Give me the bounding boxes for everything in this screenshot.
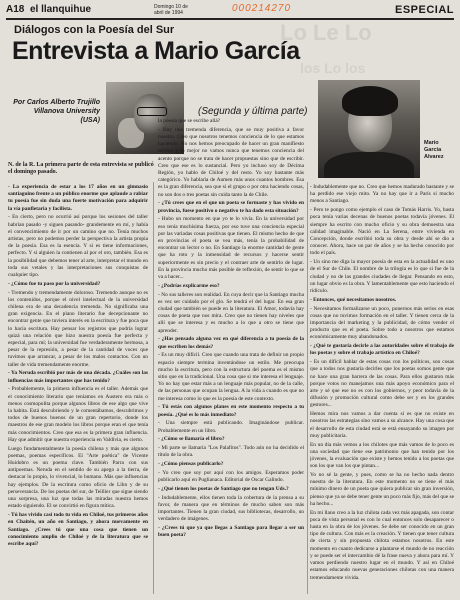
archive-stamp: 000214270 bbox=[232, 3, 292, 14]
interview-question: - Entonces, qué necesitamos nosotros. bbox=[310, 296, 397, 303]
section-title: ESPECIAL bbox=[394, 4, 454, 16]
interview-answer: Luego fundamentalmente la poesía chilena y más que algunos poemas, poemas específicos. El "Arte poética" de Vicente Huidobro es un poema clave. También Parra con sus antipoemas. Neruda en el sentido de su apego a la tierra, de destacar lo propio, lo vivencial, lo humano. Más que influencias hay ejemplos. De la escritura como oficio de Lihn y de su perseverancia. De los poetas del sur, de Teillier que sigue siendo una sorpresa, una luz que todas las miradas nuestra hemos estado siguiendo. El se convirtió en figura mítica. bbox=[8, 445, 148, 510]
interviewee-photo bbox=[318, 80, 420, 178]
editor-note: N. de la R. La primera parte de esta entrevista se publicó el domingo pasado. bbox=[8, 162, 154, 175]
issue-date-line1: Domingo 10 de bbox=[154, 4, 188, 10]
interview-answer: - Un sino me diga la mayor poesía de esta en la actualidad es uno de el Sur de Chile. El nombre de la trilogía es lo que si fue de la ciudad y no de las grandes ciudades de llegar. Pensando en esto, un lugar obvio es la obra. Y lamentablemente que esto haciendo el ridículo. bbox=[310, 259, 454, 295]
interview-answer: - Mi parte se llamaría "Los Palafitos". Todo aún no ha decidido el título de la obra. bbox=[158, 445, 304, 459]
interview-answer: - Es un muy difícil. Creo que cuando una trata de definir un propio espacio siempre termina inventándose un estilo. Me preocupa mucho la escritura, pero con la estructura del poema es el mismo sitio que en la tradicional. Una cosa que si me interesa el lenguaje. Yo no hay que estar más a un lenguaje más popular, no de la calle, de las personas que ocupan la lengua. A la vida a cuando es que no me interesa como lo que es la poesía de este contexto. bbox=[158, 352, 304, 402]
byline-line: Villanova University bbox=[33, 108, 100, 115]
interview-question: - ¿Podrías explicarme eso? bbox=[158, 282, 220, 289]
interview-question: - ¿Qué tienen los poetas de Santiago que no tengan Uds.? bbox=[158, 486, 289, 493]
interview-answer: - Hubo un momento en que yo te lo vivía. En la universidad por eso tenía muchísima fuerza, por eso tuve una conciencia especial por las variadas cosas positivas que tienen. El mismo hecho de que en provincias el poeta se vea más, tenía la probabilidad de encontrar un lector o no. En Santiago la enorme cantidad de gente que ha roto y la inmensidad de recursos y hacerse sentir superiormente es sin precio y el contraer arte de sentirlo de lugar. En la provincia mucho más posible de reflexión, de sentir lo que se va a hacer... bbox=[158, 216, 304, 281]
interview-question: - ¿Tú crees que en el que un poeta se formaste y has vivido en provincia, fuese positivo o negativo te ha dado esta situación? bbox=[158, 200, 304, 214]
byline-line: (USA) bbox=[80, 117, 100, 124]
interview-question: - ¿Cómo piensas publicarlo? bbox=[158, 461, 224, 468]
page-number: A18 bbox=[6, 4, 25, 15]
interview-answer: - Es un difícil hablar de estas cosas con los políticos, son cosas que a todos nos gustaría decirles que los poetas somos gente que no hace una gran barrera de las cosas. Para ellos gustaron más porque votos no manejamos una más apoyo económico para el arte y sé que ese no es con los gobiernos, y peor todavía de la difusión y promoción cultural como debe ser y en los grandes gestores... bbox=[310, 359, 454, 409]
interview-question: - Tú has vivido casi todo tu vida en Chiloé, tus primeros años en Chaitén, un año en Santiago, y ahora nuevamente en Santiago. ¿Crees tú que una cosa que tienen un conocimiento amplio de Chiloé y de la literatura que se escribe aquí? bbox=[8, 512, 148, 547]
byline-line: Por Carlos Alberto Trujillo bbox=[13, 99, 100, 106]
interview-answer: la poesía que se escribe allá? bbox=[158, 118, 221, 124]
watermark-text-2: los Lo los bbox=[300, 60, 366, 76]
caption-line: García bbox=[424, 147, 442, 153]
interview-question: - ¿Cómo se llamaría el libro? bbox=[158, 436, 225, 443]
interview-answer: Hemos mira nos vamos a dar cuenta si es que no existe en nosotros las estrategias sino vamos a su alcance. Hay una cosa que el desarrollo de esta ciudad está se está ensayando su imagen por muy publicitaria. bbox=[310, 411, 454, 439]
caption-line: Mario bbox=[424, 140, 439, 146]
issue-date-line2: abril de 1994 bbox=[154, 10, 183, 16]
interview-answer: - Una siempre está publicando. Imaginándose publicar. Probablemente en un libro. bbox=[158, 420, 304, 434]
interview-question: - Ya Neruda escribió por más de una década. ¿Cuáles son las influencias más importantes que has tenido? bbox=[8, 370, 148, 384]
interview-answer: - Probablemente, la primera influencia es el taller. Además que el conocimiento literario que teníamos en Austero era más o menos cosmopolita porque algunos libros de ese algo que vive la habita. Está descubriendo y le comentábamos, descubrimos y todos de buenos buenos de un gran repertorio, donde los maestros de ese gran modelo los libros porque eran el que tenía más conocimientos. Creo que esa es la primera gran influencia. Hay que admitir que nuestra experiencia en Valdivia, es cierto. bbox=[8, 386, 148, 443]
issue-date bbox=[154, 4, 188, 16]
newspaper-name: el llanquihue bbox=[30, 4, 92, 15]
interview-answer: - Indudablemente, ellos tienen toda la cobertura de la prensa a su favor, de manera que en términos de mucho saben son más importantes. Tienen la gran ciudad, sus bibliotecas, desarrollo, un verdadero de imágenes. bbox=[158, 494, 304, 523]
interview-answer: En un día más vemos a los chilotes que más vamos de lo poco es una sociedad que tiene ese patrimonio que han tenido por los jóvenes, la evaluación que existe y hemos tenido a los poetas que son los que van los que pintan... bbox=[310, 441, 454, 470]
interview-answer: - En cierto, pero no ocurrió así porque los sesiones del taller habrían pasado -y siguen pasando- grandemente en mí, y había el convencimiento de ir por un camino que no. Tenía muchos artistas, pero no podemos perder la perspectiva la artista propia de la poesía. Esa es la esencia. Y si es tiene informaciones, perfecto. Y si alguien la contienen al por el oro, también. Esa es la posibilidad que debemos tener al arte, interpretar el mundo en toda sus vetales y las interpretaciones sus conquistas de cualquier tipo. bbox=[8, 214, 148, 279]
interviewee-photo-shirt bbox=[324, 152, 414, 178]
interview-answer: - Hay una tremenda diferencia, que se muy positiva a favor nuestro. Creo que nosotros tenemos conciencia de lo que estamos haciendo. No nos hemos preocupado de hacer un gran manifiesto teórico y lo mejor no vamos nunca que tenemos conciencia del acento porque no se trata de hacer propuestas sino que de escribir. Creo que ese es lo sustancial. Pero yo incluso soy de Décima Región, yo hablo de Chiloé y del resto. Yo soy bastante más categórico. Yo hablaría de Aumen más unos cuantos hombres. Esa es la gran diferencia, sea que si el grupo o por otra haciendo cosas, no son dos o tres poetas sin cuida tanto la de Chile. bbox=[158, 126, 304, 198]
article-column-2 bbox=[158, 118, 304, 596]
article-subtitle: (Segunda y última parte) bbox=[198, 106, 308, 117]
article-column-1 bbox=[8, 184, 148, 596]
interview-question: - ¿Crees tú que ya que llegas a Santiago para llegar a ser un buen poeta? bbox=[158, 525, 304, 539]
interview-question: - ¿Has pensado alguna vez en qué diferencia a tu poesía de la que escriben los demás? bbox=[158, 336, 304, 350]
watermark-text: Lo Le Lo bbox=[280, 20, 372, 45]
interview-answer: - No sus talleres son realidad. En cuya decir que la Santiago mucha es vez ser cuidado por el glo. Se tendrá el del lugar. En esa gran ciudad que también se puede en la literatura. El Amor, todavía hay cosas de poeta que nos mira. Creo que no tienen hay niveles que allí que se interesa y es mucho a lo que a otro se tiene que aprender. bbox=[158, 291, 304, 334]
interview-answer: - Yo creo que soy por aquí con los amigos. Esperamos poder publicarlo aquí en Puglianaca. Editorial de Oscar Galindo. bbox=[158, 470, 304, 484]
page-header bbox=[6, 4, 454, 18]
interview-answer: - Necesitamos formalizarse un poco, ponernos más serios en esas cosas que no tuvimos formación en el taller. Y tienen cerca de la importancia del marketing y la publicidad, de cómo vender el producto que es el poeta. Sobre todo a nosotros que estamos económicamente muy abandonados. bbox=[310, 305, 454, 341]
article-kicker: Diálogos con la Poesía del Sur bbox=[14, 24, 175, 36]
photo-caption bbox=[424, 140, 458, 161]
interview-answer: En mi llano creo a la luz chilota cada vez más apagada, son contar poca de vista personal es con lo cual entonces solo desaparecer o hasta en la obra de los jóvenes. Se debe ser conocido en un gran tipo de cultura. Con más es la creación. Y tienen que tener cultura de cierta y sin propuesta chilota estamos nosotros. En este momento en cuanto dedicarse a plantarse el mundo de no reacción y se puede ser el intercambio dé la frase nueva y ahora para mí. Y vamos perdiendo nuestro lugar en el mundo. Y así en Chiloé estamos educando nuevas generaciones chilotas con una manera tremendamente vivida. bbox=[310, 509, 454, 581]
article-byline bbox=[8, 98, 100, 125]
column-divider bbox=[153, 182, 154, 594]
interview-question: - La experiencia de estar a los 17 años en un gimnasio santiaguino frente a un público enorme que aplaude a rabiar tu poesía fue sin duda una fuerte motivación para adquirir la vía panfletaria y facilista. bbox=[8, 184, 148, 212]
interview-answer: Yo no sé la gente, y pues, como se ha no hecho nada dentro nuestra de la literatura. En este momento no se tiene el más mínimo dinero de un poeta que quiera publicar sin gran inversión, pienso que ya se debe tener gente un poco más fijo, más del que se ha hecho... bbox=[310, 472, 454, 507]
interview-answer: - Indudablemente que no. Creo que hemos madurado bastante y se ha perdido ese viejo mito. Ya no hay que ir a París si mucho menos a Santiago. bbox=[310, 184, 454, 205]
column-divider bbox=[307, 182, 308, 594]
article-column-3 bbox=[310, 184, 454, 596]
caption-line: Alvarez bbox=[424, 154, 444, 160]
interview-question: - ¿Qué te gustaría decirle a las autoridades sobre el trabajo de los poetas y sobre el trabajo artístico en Chiloé? bbox=[310, 343, 454, 357]
author-photo-glasses bbox=[137, 107, 167, 116]
interview-question: - ¿Cómo fue tu paso por la universidad? bbox=[8, 280, 101, 287]
header-rule bbox=[6, 18, 454, 20]
interviewee-photo-hair bbox=[342, 86, 398, 116]
interview-answer: - Pero te pongo como ejemplo el caso de Tomás Harris. Yo, basta poca tenía varias decenas de buenos poetas todavía jóvenes. El siempre ha escrito con mucho oficio y su obra demuestra una calidad imaginable. Nació en La Serena, entre vivienda en Concepción, donde escribió toda su obra y desde ahí se dio a conocer. Ahora, hace un par de años y se ha hecho conocido por todo el país. bbox=[310, 207, 454, 257]
interview-question: - Tú estás con algunos planes en este momento respecto a tu poesía. ¿Qué es lo más inmediato? bbox=[158, 404, 304, 418]
article-headline: Entrevista a Mario García bbox=[12, 37, 300, 65]
interview-answer: - Tremendo y tremendamente doloroso. Tremendo aunque no es los contenidos, porque el nivel intelectual de la universidad chilena era de una decadencia tremenda. No significaba una gran exigencia. En el plano literario fue decepcionante no encontrar gente que tuviera interés en la escritura y fue poca que lo hacía escritura. Hay pensar los registros que podría lograr quizá una relación que hizo nuestra poesía fue perfecta y especial, para mí; la universidad fue verdaderamente hermosa, a pesar de la represión, a pesar de la cantidad de voces que tuvimos que arrancar, a pesar de los malos contactos. Con un taller de vida tremendamente enorme. bbox=[8, 289, 148, 368]
